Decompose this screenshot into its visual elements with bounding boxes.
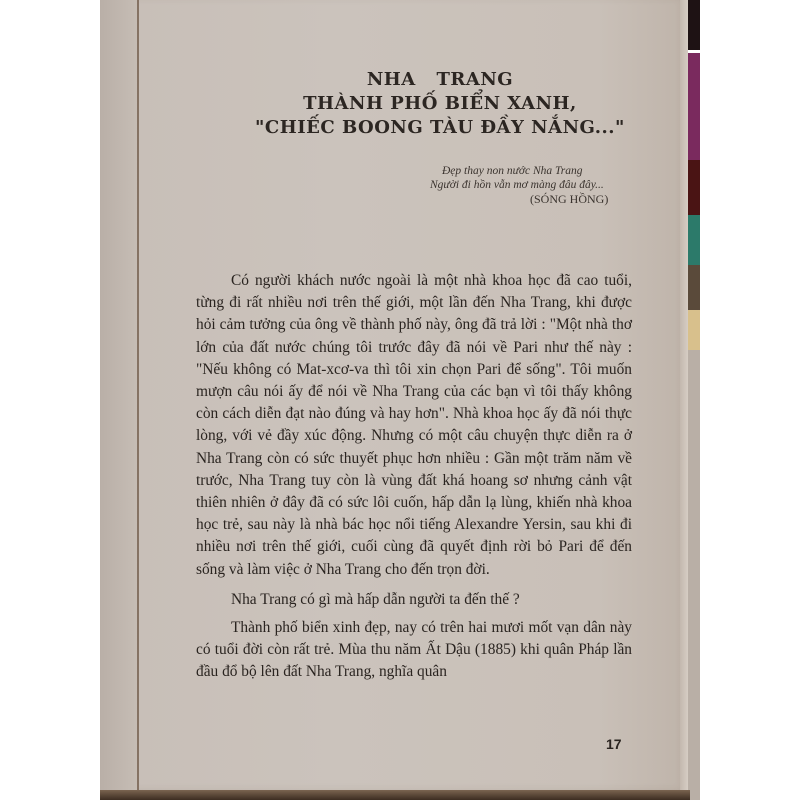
title-line-2: THÀNH PHỐ BIỂN XANH, [303, 93, 577, 114]
background-book-cream [686, 310, 700, 350]
epigraph-line-2: Người đi hồn vẫn mơ màng đâu đây... [430, 179, 604, 191]
chapter-title [190, 68, 690, 140]
epigraph [430, 164, 680, 206]
background-book-teal [686, 215, 700, 265]
epigraph-line-1: Đẹp thay non nước Nha Trang [442, 165, 583, 177]
background-book-dark [686, 0, 700, 50]
paragraph-3: Thành phố biển xinh đẹp, nay có trên hai mươi mốt vạn dân này có tuổi đời còn rất trẻ. Mùa thu năm Ất Dậu (1885) khi quân Pháp lần đầu đổ bộ lên đất Nha Trang, nghĩa quân [196, 619, 632, 681]
paragraph-2: Nha Trang có gì mà hấp dẫn người ta đến thế ? [231, 590, 520, 608]
page-number: 17 [606, 736, 622, 752]
background-book-brown [686, 265, 700, 310]
page-fold-edge [100, 0, 138, 800]
title-line-3: "CHIẾC BOONG TÀU ĐẦY NẮNG..." [255, 117, 625, 138]
title-line-1: NHA TRANG [366, 69, 514, 90]
paragraph-1: Có người khách nước ngoài là một nhà khoa học đã cao tuổi, từng đi rất nhiều nơi trên thế giới, một lần đến Nha Trang, khi được hỏi cảm tưởng của ông về thành phố này, ông đã trả lời : "Một nhà thơ lớn của đất nước chúng tôi trước đây đã nói về Pari như thế này : "Nếu không có Mat-xcơ-va thì tôi xin chọn Pari để sống". Tôi muốn mượn câu nói ấy để nói về Nha Trang của các bạn vì tôi thấy không còn cách diễn đạt nào đúng và hay hơn". Nhà khoa học ấy đã nói thực lòng, với vẻ đầy xúc động. Nhưng có một câu chuyện thực diễn ra ở Nha Trang còn có sức thuyết phục hơn nhiều : Gần một trăm năm về trước, Nha Trang tuy còn là vùng đất khá hoang sơ nhưng cảnh vật thiên nhiên ở đây đã có sức lôi cuốn, hấp dẫn lạ lùng, khiến nhà khoa học trẻ, sau này là nhà bác học nổi tiếng Alexandre Yersin, sau khi đi nhiều nơi trên thế giới, cuối cùng đã quyết định rời bỏ Pari để đến sống và làm việc ở Nha Trang cho đến trọn đời. [196, 272, 632, 578]
background-book-grey [686, 350, 700, 800]
body-text [196, 270, 632, 684]
book-bottom-shadow [100, 790, 690, 800]
background-book-maroon [686, 160, 700, 215]
spine-crease [137, 0, 139, 790]
epigraph-source: (SÓNG HỒNG) [530, 192, 609, 206]
